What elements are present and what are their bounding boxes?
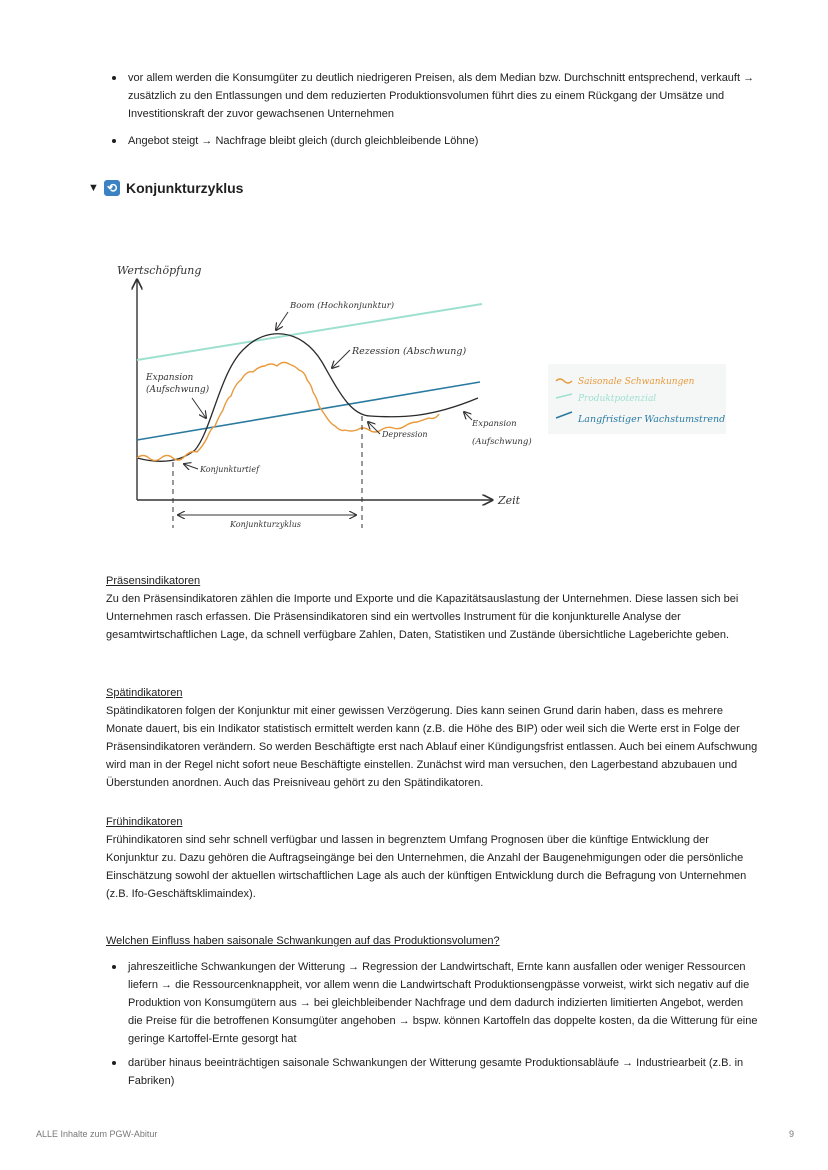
- legend-label-seasonal: Saisonale Schwankungen: [578, 377, 695, 387]
- section-text: Spätindikatoren folgen der Konjunktur mit einer gewissen Verzögerung. Dies kann seinen Grund darin haben, dass es mehrere Monate dauert, bis ein Indikator statistisch ermittelt werden kann (z.B. die Höhe des BIP) oder weil sich die Werte erst in Folge der Präsensindikatoren verändern. So werden Beschäftigte erst nach Ablauf einer Kündigungsfrist entlassen. Auch bei einem Aufschwung wird man in der Regel nicht sofort neue Beschäftigte einstellen. Zunächst wird man versuchen, den Lagerbestand abzubauen und Überstunden anordnen. Auch das Preisniveau gehört zu den Spätindikatoren.: [106, 705, 758, 789]
- business-cycle-sketch: [100, 250, 740, 540]
- label-rezession: Rezession (Abschwung): [352, 346, 467, 357]
- label-konjunkturzyklus: Konjunkturzyklus: [230, 520, 301, 529]
- list-item: darüber hinaus beeinträchtigen saisonale Schwankungen der Witterung gesamte Produktionsabläufe → Industriearbeit (z.B. in Fabriken): [108, 1054, 758, 1090]
- section-saisonale-schwankungen: [106, 932, 758, 1096]
- section-heading: Welchen Einfluss haben saisonale Schwankungen auf das Produktionsvolumen?: [106, 935, 500, 947]
- intro-bullet-list: [108, 69, 760, 159]
- y-axis-label: Wertschöpfung: [117, 264, 202, 277]
- label-expansion-1a: Expansion: [146, 373, 194, 383]
- label-expansion-2b: (Aufschwung): [472, 437, 532, 447]
- label-depression: Depression: [382, 430, 428, 439]
- list-item: Angebot steigt → Nachfrage bleibt gleich (durch gleichbleibende Löhne): [108, 132, 760, 150]
- section-praesensindikatoren: [106, 572, 758, 644]
- section-spaetindikatoren: [106, 684, 758, 792]
- toggle-arrow-icon[interactable]: ▼: [88, 182, 99, 194]
- section-heading: Frühindikatoren: [106, 816, 183, 828]
- legend-label-trend: Langfristiger Wachstumstrend: [578, 414, 726, 425]
- x-axis-label: Zeit: [498, 494, 521, 507]
- toggle-heading-konjunkturzyklus[interactable]: [88, 178, 243, 198]
- section-heading: Präsensindikatoren: [106, 575, 201, 587]
- section-text: Zu den Präsensindikatoren zählen die Importe und Exporte und die Kapazitätsauslastung der Unternehmen. Diese lassen sich bei Unternehmen rasch erfassen. Die Präsensindikatoren sind ein wertvolles Instrument für die konjunkturelle Analyse der gesamtwirtschaftlichen Lage, da schnell verfügbare Zahlen, Daten, Statistiken und Zustände übersichtliche Lageberichte geben.: [106, 593, 739, 641]
- list-item: vor allem werden die Konsumgüter zu deutlich niedrigeren Preisen, als dem Median bzw. Durchschnitt entsprechend, verkauft → zusätzlich zu den Entlassungen und dem reduzierten Produktionsvolumen führt dies zu einem Rückgang der Umsätze und Investitionskraft der zuvor gewachsenen Unternehmen: [108, 69, 760, 123]
- list-item: jahreszeitliche Schwankungen der Witterung → Regression der Landwirtschaft, Ernte kann ausfallen oder weniger Ressourcen liefern → die Ressourcenknappheit, vor allem wenn die Landwirtschaft Produktionsengpässe vorweist, wirkt sich negativ auf die Produktion von Konsumgütern aus → bei gleichbleibender Nachfrage und dem dadurch indizierten limitierten Angebot, werden die Preise für die betroffenen Konsumgüter angehoben → bspw. können Kartoffeln das doppelte kosten, da die Witterung für eine geringe Kartoffel-Ernte gesorgt hat: [108, 958, 758, 1048]
- legend-label-potential: Produktpotenzial: [578, 394, 657, 404]
- page-number: 9: [788, 1129, 794, 1139]
- label-expansion-1b: (Aufschwung): [146, 385, 210, 395]
- label-expansion-2a: Expansion: [472, 419, 517, 429]
- section-heading: Spätindikatoren: [106, 687, 183, 699]
- label-konjunkturtief: Konjunkturtief: [200, 465, 260, 474]
- section-fruehindikatoren: [106, 813, 758, 903]
- toggle-title: Konjunkturzyklus: [126, 180, 244, 196]
- saisonal-bullet-list: [108, 958, 758, 1090]
- section-text: Frühindikatoren sind sehr schnell verfügbar und lassen in begrenztem Umfang Prognosen über die künftige Entwicklung der Konjunktur zu. Dazu gehören die Auftragseingänge bei den Unternehmen, die Anzahl der Baugenehmigungen oder die persönliche Einschätzung sowohl der aktuellen wirtschaftlichen Lage als auch der künftigen Entwicklung durch die Befragung von Unternehmen (z.B. Ifo-Geschäftsklimaindex).: [106, 834, 747, 900]
- cycle-icon: ⟲: [104, 180, 120, 196]
- footer-title: ALLE Inhalte zum PGW-Abitur: [36, 1129, 158, 1139]
- label-boom: Boom (Hochkonjunktur): [290, 301, 395, 311]
